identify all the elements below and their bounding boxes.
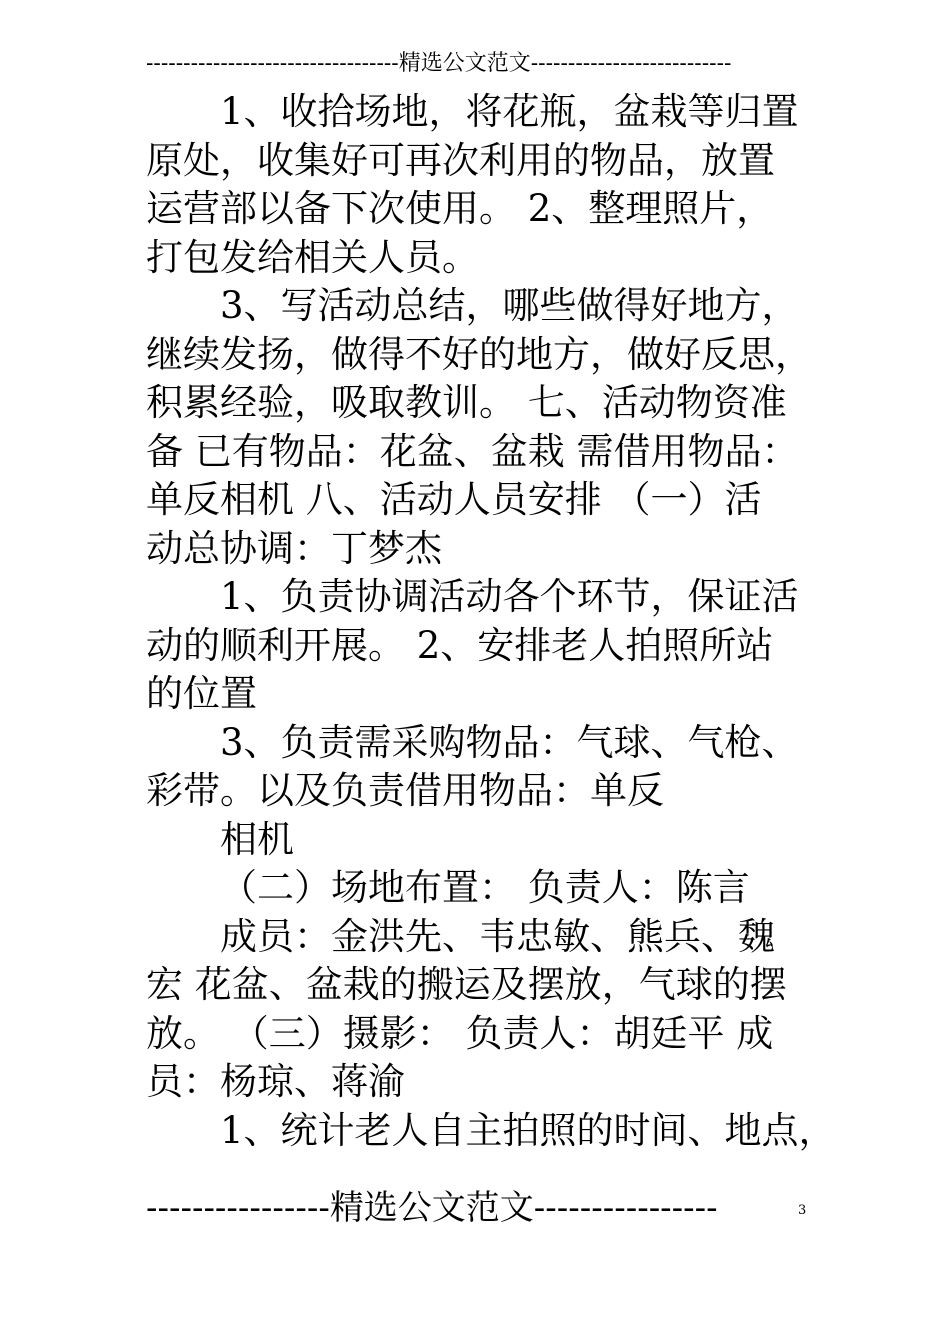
text-line: 动总协调：丁梦杰 (146, 526, 442, 570)
text-line: 成员：金洪先、韦忠敏、熊兵、魏 (220, 914, 775, 958)
page-footer: ----------------精选公文范文---------------- (146, 1188, 718, 1228)
text-line: 的位置 (146, 672, 257, 715)
text-line: 继续发扬，做得不好的地方，做好反思， (146, 332, 812, 376)
text-line: 放。 （三）摄影： 负责人：胡廷平 成 (146, 1011, 774, 1055)
page-number: 3 (798, 1203, 807, 1218)
text-line: 备 已有物品：花盆、盆栽 需借用物品： (146, 429, 799, 473)
text-line: 运营部以备下次使用。 2、整理照片， (146, 187, 774, 230)
text-line: （二）场地布置： 负责人：陈言 (220, 866, 750, 909)
text-line: 3、写活动总结，哪些做得好地方， (220, 284, 799, 327)
text-line: 1、统计老人自主拍照的时间、地点， (220, 1108, 836, 1152)
text-line: 员：杨琼、蒋渝 (146, 1060, 405, 1103)
page-header: ----------------------------------精选公文范文--------------------------- (146, 51, 732, 76)
text-line: 原处，收集好可再次利用的物品，放置 (146, 138, 775, 182)
text-line: 相机 (220, 817, 294, 861)
text-line: 彩带。以及负责借用物品：单反 (146, 769, 664, 812)
text-line: 单反相机 八、活动人员安排 （一）活 (146, 478, 762, 521)
text-line: 3、负责需采购物品：气球、气枪、 (220, 720, 799, 764)
text-line: 打包发给相关人员。 (146, 235, 479, 279)
text-line: 积累经验，吸取教训。 七、活动物资准 (146, 381, 787, 424)
text-line: 动的顺利开展。 2、安排老人拍照所站 (146, 623, 774, 667)
text-line: 1、负责协调活动各个环节，保证活 (220, 575, 799, 618)
text-line: 宏 花盆、盆栽的搬运及摆放，气球的摆 (146, 963, 787, 1006)
document-body (146, 88, 836, 1155)
text-line: 1、收拾场地，将花瓶，盆栽等归置 (220, 90, 799, 133)
